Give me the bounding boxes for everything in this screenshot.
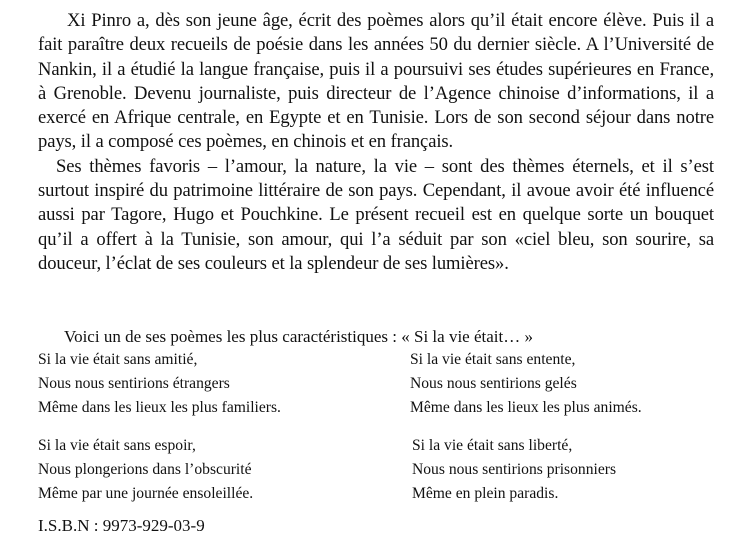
poem-line: Si la vie était sans entente, xyxy=(410,351,576,368)
poem-stanza-3 xyxy=(38,434,253,506)
poem-line: Si la vie était sans liberté, xyxy=(412,437,573,454)
poem-stanza-2 xyxy=(410,348,642,420)
poem-line: Si la vie était sans espoir, xyxy=(38,437,196,454)
poem-line: Nous nous sentirions gelés xyxy=(410,375,577,392)
poem-line: Même en plein paradis. xyxy=(412,485,559,502)
poem-line: Si la vie était sans amitié, xyxy=(38,351,198,368)
poem-introduction: Voici un de ses poèmes les plus caractéristiques : « Si la vie était… » xyxy=(64,327,533,346)
poem-line: Nous plongerions dans l’obscurité xyxy=(38,461,252,478)
biography-paragraph-1: Xi Pinro a, dès son jeune âge, écrit des poèmes alors qu’il était encore élève. Puis il a fait paraître deux recueils de poésie dans les années 50 du dernier siècle. A l’Université de Nankin, il a étudié la langue française, puis il a poursuivi ses études supérieures en France, à Grenoble. Devenu journaliste, puis directeur de l’Agence chinoise d’informations, il a exercé en Afrique centrale, en Egypte et en Tunisie. Lors de son second séjour dans notre pays, il a composé ces poèmes, en chinois et en français. xyxy=(38,10,714,153)
poem-line: Même par une journée ensoleillée. xyxy=(38,485,254,502)
biography-paragraph-2: Ses thèmes favoris – l’amour, la nature, la vie – sont des thèmes éternels, et il s’est surtout inspiré du patrimoine littéraire de son pays. Cependant, il avoue avoir été influencé aussi par Tagore, Hugo et Pouchkine. Le présent recueil est en quelque sorte un bouquet qu’il a offert à la Tunisie, son amour, qui l’a séduit par son «ciel bleu, son sourire, sa douceur, l’éclat de ses couleurs et la splendeur de ses lumières». xyxy=(38,155,714,274)
poem-line: Nous nous sentirions étrangers xyxy=(38,375,230,392)
poem-line: Même dans les lieux les plus familiers. xyxy=(38,399,281,416)
poem-line: Nous nous sentirions prisonniers xyxy=(412,461,617,478)
isbn-number: I.S.B.N : 9973-929-03-9 xyxy=(38,516,205,535)
poem-line: Même dans les lieux les plus animés. xyxy=(410,399,642,416)
poem-stanza-1 xyxy=(38,348,281,420)
poem-stanza-4 xyxy=(412,434,616,506)
biography-text xyxy=(38,9,714,276)
